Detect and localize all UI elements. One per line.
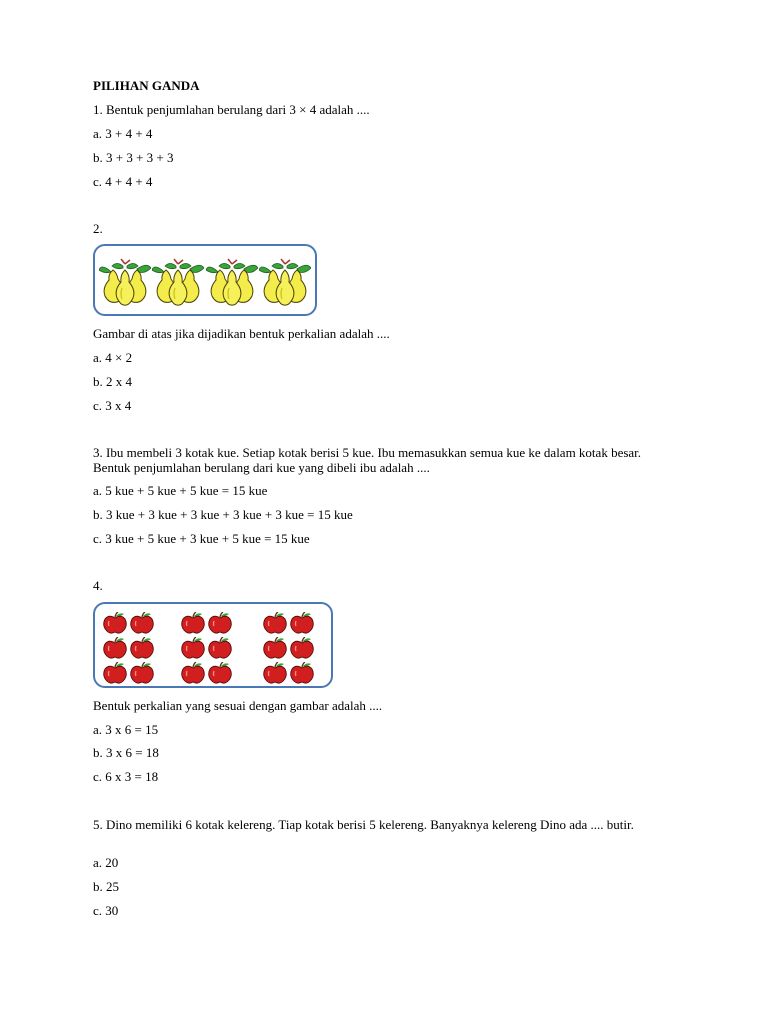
question-3-option-b: b. 3 kue + 3 kue + 3 kue + 3 kue + 3 kue = 15 kue xyxy=(93,507,353,522)
question-3-option-c: c. 3 kue + 5 kue + 3 kue + 5 kue = 15 kue xyxy=(93,531,310,546)
question-4-text: Bentuk perkalian yang sesuai dengan gambar adalah .... xyxy=(93,698,383,713)
question-2-text: Gambar di atas jika dijadikan bentuk perkalian adalah .... xyxy=(93,326,390,341)
apple-icon xyxy=(208,662,232,684)
apple-icon xyxy=(130,637,154,659)
apple-icon xyxy=(208,637,232,659)
section-title: PILIHAN GANDA xyxy=(93,78,200,93)
question-3-text: 3. Ibu membeli 3 kotak kue. Setiap kotak berisi 5 kue. Ibu memasukkan semua kue ke dalam kotak besar. Bentuk penjumlahan berulang dari kue yang dibeli ibu adalah .... xyxy=(93,445,642,475)
question-2-number: 2. xyxy=(93,221,103,236)
question-1-option-a: a. 3 + 4 + 4 xyxy=(93,126,153,141)
question-2-option-c: c. 3 x 4 xyxy=(93,398,132,413)
apple-icon xyxy=(290,662,314,684)
question-1-option-b: b. 3 + 3 + 3 + 3 xyxy=(93,150,174,165)
pear-bunch-icon xyxy=(99,258,151,306)
question-4-number: 4. xyxy=(93,578,103,593)
apple-icon xyxy=(263,612,287,634)
question-5-text: 5. Dino memiliki 6 kotak kelereng. Tiap kotak berisi 5 kelereng. Banyaknya kelereng Dino ada .... butir. xyxy=(93,817,634,832)
apple-icon xyxy=(290,612,314,634)
apple-icon xyxy=(181,612,205,634)
apple-icon xyxy=(263,662,287,684)
apple-icon xyxy=(130,662,154,684)
apple-icon xyxy=(103,612,127,634)
pear-bunch-icon xyxy=(206,258,258,306)
apple-icon xyxy=(208,612,232,634)
apple-icon xyxy=(181,662,205,684)
apple-icon xyxy=(103,662,127,684)
apple-icon xyxy=(130,612,154,634)
question-1-text: 1. Bentuk penjumlahan berulang dari 3 × 4 adalah .... xyxy=(93,102,370,117)
apple-icon xyxy=(103,637,127,659)
question-2-option-a: a. 4 × 2 xyxy=(93,350,133,365)
pear-bunch-icon xyxy=(152,258,204,306)
question-1-option-c: c. 4 + 4 + 4 xyxy=(93,174,153,189)
question-5-option-a: a. 20 xyxy=(93,855,119,870)
apple-icon xyxy=(181,637,205,659)
question-5-option-c: c. 30 xyxy=(93,903,119,918)
apple-icon xyxy=(263,637,287,659)
question-5-option-b: b. 25 xyxy=(93,879,119,894)
question-4-option-b: b. 3 x 6 = 18 xyxy=(93,745,159,760)
question-3-option-a: a. 5 kue + 5 kue + 5 kue = 15 kue xyxy=(93,483,268,498)
pear-picture-frame xyxy=(93,244,317,316)
question-4-option-a: a. 3 x 6 = 15 xyxy=(93,722,159,737)
question-2-option-b: b. 2 x 4 xyxy=(93,374,132,389)
apple-icon xyxy=(290,637,314,659)
pear-bunch-icon xyxy=(259,258,311,306)
question-4-option-c: c. 6 x 3 = 18 xyxy=(93,769,159,784)
apple-picture-frame xyxy=(93,602,333,688)
